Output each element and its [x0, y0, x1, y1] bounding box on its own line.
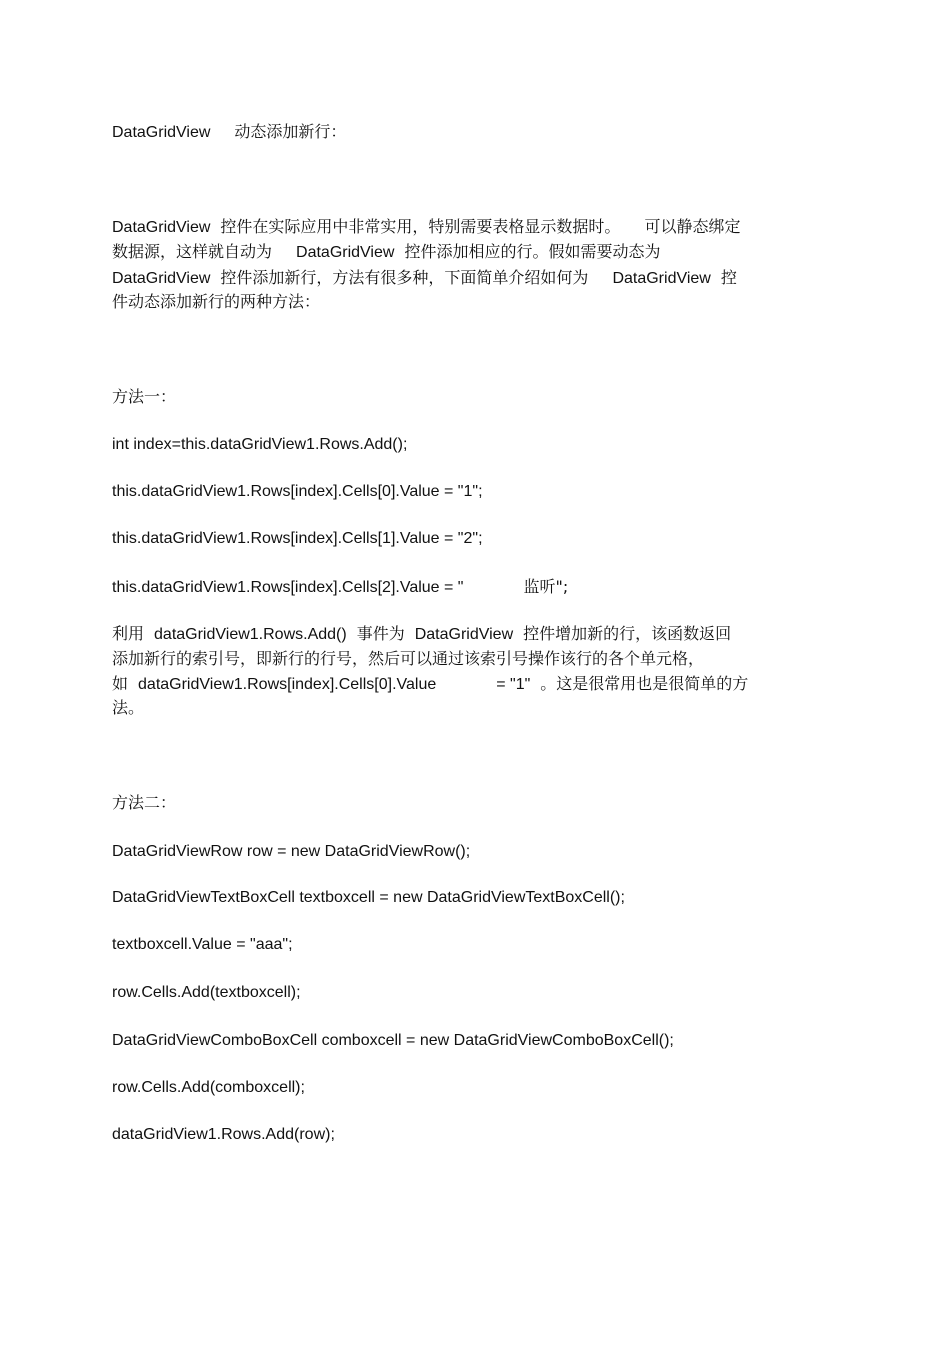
method2-code-line: dataGridView1.Rows.Add(row); — [112, 1126, 335, 1143]
intro-text: DataGridView — [112, 219, 211, 236]
method1-code-line: this.dataGridView1.Rows[index].Cells[0].Value = "1"; — [112, 483, 483, 500]
method1-code-line: int index=this.dataGridView1.Rows.Add(); — [112, 436, 408, 453]
method1-desc-line-1 — [112, 624, 731, 645]
method2-code-line: row.Cells.Add(textboxcell); — [112, 984, 301, 1001]
method2-code-line: DataGridViewTextBoxCell textboxcell = new DataGridViewTextBoxCell(); — [112, 889, 625, 906]
intro-text: 控件添加相应的行。假如需要动态为 — [404, 242, 661, 261]
method2-code-line: textboxcell.Value = "aaa"; — [112, 936, 293, 953]
intro-text: 控 — [720, 268, 737, 287]
desc-text: dataGridView1.Rows[index].Cells[0].Value — [138, 676, 437, 693]
intro-line-2 — [112, 242, 660, 263]
code-text: 监听"; — [523, 577, 569, 596]
method2-code-line: DataGridViewRow row = new DataGridViewRow(); — [112, 843, 471, 860]
method2-code-line: row.Cells.Add(comboxcell); — [112, 1079, 305, 1096]
intro-line-1 — [112, 217, 740, 238]
intro-text: DataGridView — [112, 270, 211, 287]
desc-text: 。这是很常用也是很简单的方 — [540, 674, 749, 693]
intro-text: 控件添加新行，方法有很多种，下面简单介绍如何为 — [220, 268, 589, 287]
intro-text: 控件在实际应用中非常实用，特别需要表格显示数据时。 — [220, 217, 621, 236]
desc-text: dataGridView1.Rows.Add() — [154, 626, 347, 643]
method1-code-line: this.dataGridView1.Rows[index].Cells[1].Value = "2"; — [112, 530, 483, 547]
intro-line-4: 件动态添加新行的两种方法： — [112, 292, 321, 311]
desc-text: 事件为 — [356, 624, 405, 643]
method1-heading: 方法一： — [112, 387, 177, 406]
method1-desc-line-3 — [112, 674, 748, 695]
intro-text: DataGridView — [612, 270, 711, 287]
intro-line-3 — [112, 268, 737, 289]
title-prefix: DataGridView — [112, 124, 211, 141]
method2-heading: 方法二： — [112, 793, 177, 812]
desc-text: = "1" — [496, 676, 531, 693]
method2-code-line: DataGridViewComboBoxCell comboxcell = new DataGridViewComboBoxCell(); — [112, 1032, 674, 1049]
intro-text: 可以静态绑定 — [644, 217, 741, 236]
desc-text: 如 — [112, 674, 129, 693]
desc-text: 控件增加新的行，该函数返回 — [523, 624, 732, 643]
desc-text: 利用 — [112, 624, 145, 643]
intro-text: 数据源，这样就自动为 — [112, 242, 273, 261]
code-text: this.dataGridView1.Rows[index].Cells[2].Value = " — [112, 579, 464, 596]
method1-desc-line-2: 添加新行的索引号，即新行的行号，然后可以通过该索引号操作该行的各个单元格， — [112, 649, 705, 668]
intro-text: DataGridView — [296, 244, 395, 261]
title-suffix: 动态添加新行： — [234, 122, 347, 141]
desc-text: DataGridView — [414, 626, 514, 643]
method1-code-line — [112, 577, 568, 598]
document-title — [112, 122, 346, 143]
method1-desc-line-4: 法。 — [112, 698, 145, 717]
